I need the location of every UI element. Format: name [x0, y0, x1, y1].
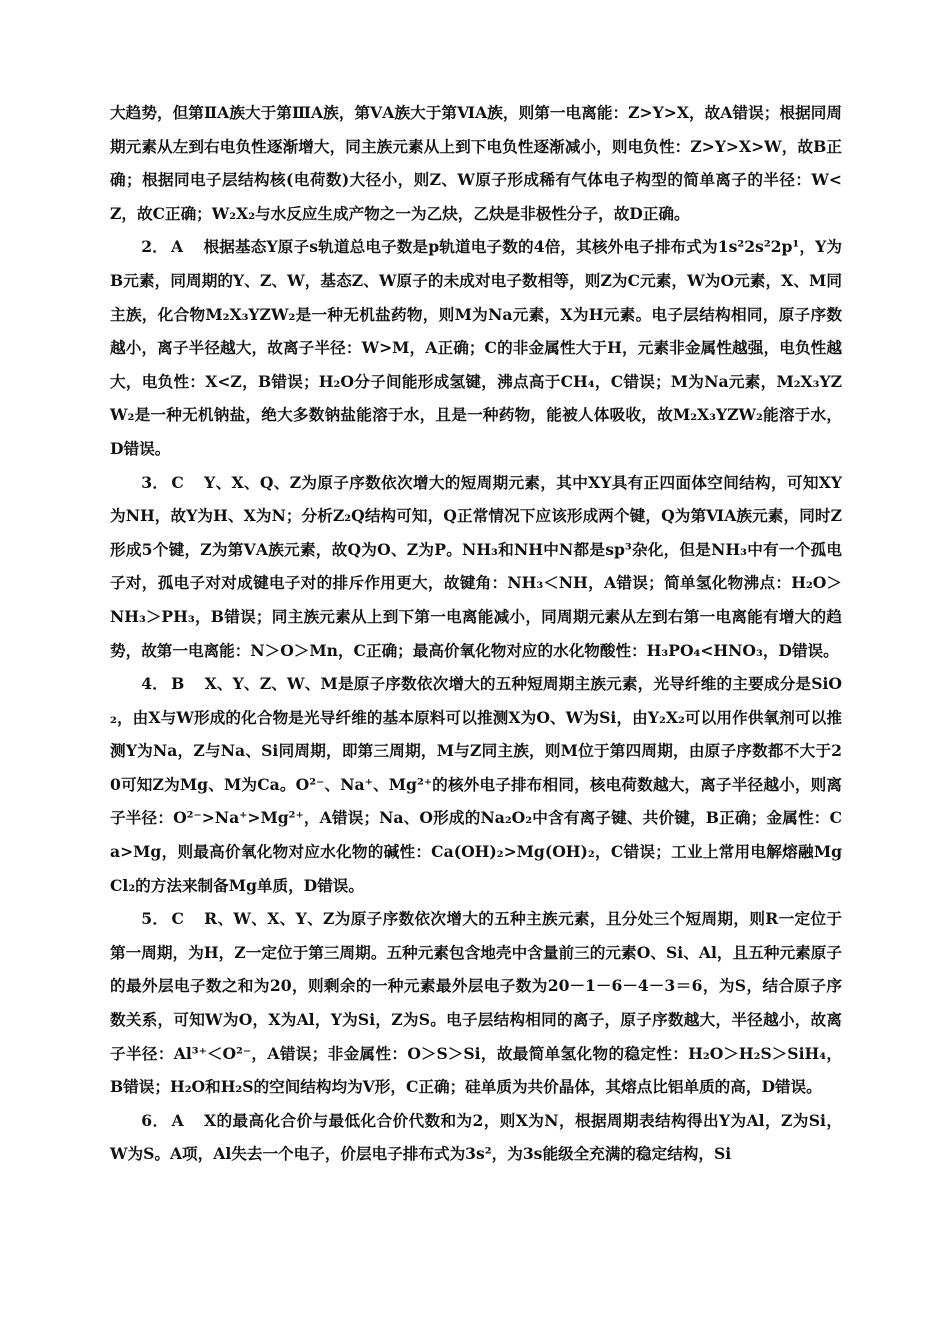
answer-letter: C — [171, 472, 184, 492]
question-number: 5． — [141, 909, 169, 929]
paragraph-text: 根据基态Y原子s轨道总电子数是p轨道电子数的4倍，其核外电子排布式为1s²2s²2p¹，Y为B元素，同周期的Y、Z、W，基态Z、W原子的未成对电子数相等，则Z为C元素，W为O元素，X、M同主族，化合物M₂X₃YZW₂是一种无机盐药物，则M为Na元素，X为H元素。电子层结构相同，原子序数越小，离子半径越大，故离子半径：W>M，A正确；C的非金属性大于H，元素非金属性越强，电负性越大，电负性：X<Z，B错误；H₂O分子间能形成氢键，沸点高于CH₄，C错误；M为Na元素，M₂X₃YZW₂是一种无机钠盐，绝大多数钠盐能溶于水，且是一种药物，能被人体吸收，故M₂X₃YZW₂能溶于水，D错误。 — [110, 237, 842, 458]
paragraph-answer-6 — [110, 1104, 842, 1171]
question-number: 6． — [141, 1110, 169, 1130]
document-page — [110, 96, 842, 1171]
question-number: 3． — [141, 472, 169, 492]
paragraph-answer-3 — [110, 466, 842, 668]
answer-letter: A — [171, 1110, 184, 1130]
paragraph-text: 大趋势，但第ⅡA族大于第ⅢA族，第ⅤA族大于第ⅥA族，则第一电离能：Z>Y>X，故A错误；根据同周期元素从左到右电负性逐渐增大，同主族元素从上到下电负性逐渐减小，则电负性：Z>Y>X>W，故B正确；根据同电子层结构核(电荷数)大径小，则Z、W原子形成稀有气体电子构型的简单离子的半径：W<Z，故C正确；W₂X₂与水反应生成产物之一为乙炔，乙炔是非极性分子，故D正确。 — [110, 103, 842, 223]
paragraph-1-continuation — [110, 96, 842, 230]
paragraph-text: X、Y、Z、W、M是原子序数依次增大的五种短周期主族元素，光导纤维的主要成分是SiO₂，由X与W形成的化合物是光导纤维的基本原料可以推测X为O、W为Si，由Y₂X₂可以用作供氧剂可以推测Y为Na，Z与Na、Si同周期，即第三周期，M与Z同主族，则M位于第四周期，由原子序数都不大于20可知Z为Mg、M为Ca。O²⁻、Na⁺、Mg²⁺的核外电子排布相同，核电荷数越大，离子半径越小，则离子半径：O²⁻>Na⁺>Mg²⁺，A错误；Na、O形成的Na₂O₂中含有离子键、共价键，B正确；金属性：Ca>Mg，则最高价氧化物对应水化物的碱性：Ca(OH)₂>Mg(OH)₂，C错误；工业上常用电解熔融MgCl₂的方法来制备Mg单质，D错误。 — [110, 674, 842, 895]
paragraph-answer-5 — [110, 902, 842, 1104]
answer-letter: B — [171, 674, 185, 694]
paragraph-answer-2 — [110, 230, 842, 465]
paragraph-text: X的最高化合价与最低化合价代数和为2，则X为N，根据周期表结构得出Y为Al，Z为Si，W为S。A项，Al失去一个电子，价层电子排布式为3s²，为3s能级全充满的稳定结构，Si — [110, 1110, 842, 1164]
paragraph-text: Y、X、Q、Z为原子序数依次增大的短周期元素，其中XY具有正四面体空间结构，可知XY为NH，故Y为H、X为N；分析Z₂Q结构可知，Q正常情况下应该形成两个键，Q为第ⅥA族元素，同时Z形成5个键，Z为第ⅤA族元素，故Q为O、Z为P。NH₃和NH中N都是sp³杂化，但是NH₃中有一个孤电子对，孤电子对对成键电子对的排斥作用更大，故键角：NH₃＜NH，A错误；简单氢化物沸点：H₂O＞NH₃＞PH₃，B错误；同主族元素从上到下第一电离能减小，同周期元素从左到右第一电离能有增大的趋势，故第一电离能：N＞O＞Mn，C正确；最高价氧化物对应的水化物酸性：H₃PO₄<HNO₃，D错误。 — [110, 472, 842, 660]
paragraph-text: R、W、X、Y、Z为原子序数依次增大的五种主族元素，且分处三个短周期，则R一定位于第一周期，为H，Z一定位于第三周期。五种元素包含地壳中含量前三的元素O、Si、Al，且五种元素原子的最外层电子数之和为20，则剩余的一种元素最外层电子数为20－1－6－4－3＝6，为S，结合原子序数关系，可知W为O，X为Al，Y为Si，Z为S。电子层结构相同的离子，原子序数越大，半径越小，故离子半径：Al³⁺＜O²⁻，A错误；非金属性：O＞S＞Si，故最简单氢化物的稳定性：H₂O＞H₂S＞SiH₄，B错误；H₂O和H₂S的空间结构均为V形，C正确；硅单质为共价晶体，其熔点比铝单质的高，D错误。 — [110, 909, 842, 1097]
question-number: 2． — [141, 237, 168, 257]
paragraph-answer-4 — [110, 667, 842, 902]
question-number: 4． — [141, 674, 168, 694]
answer-letter: C — [171, 909, 184, 929]
answer-letter: A — [171, 237, 184, 257]
